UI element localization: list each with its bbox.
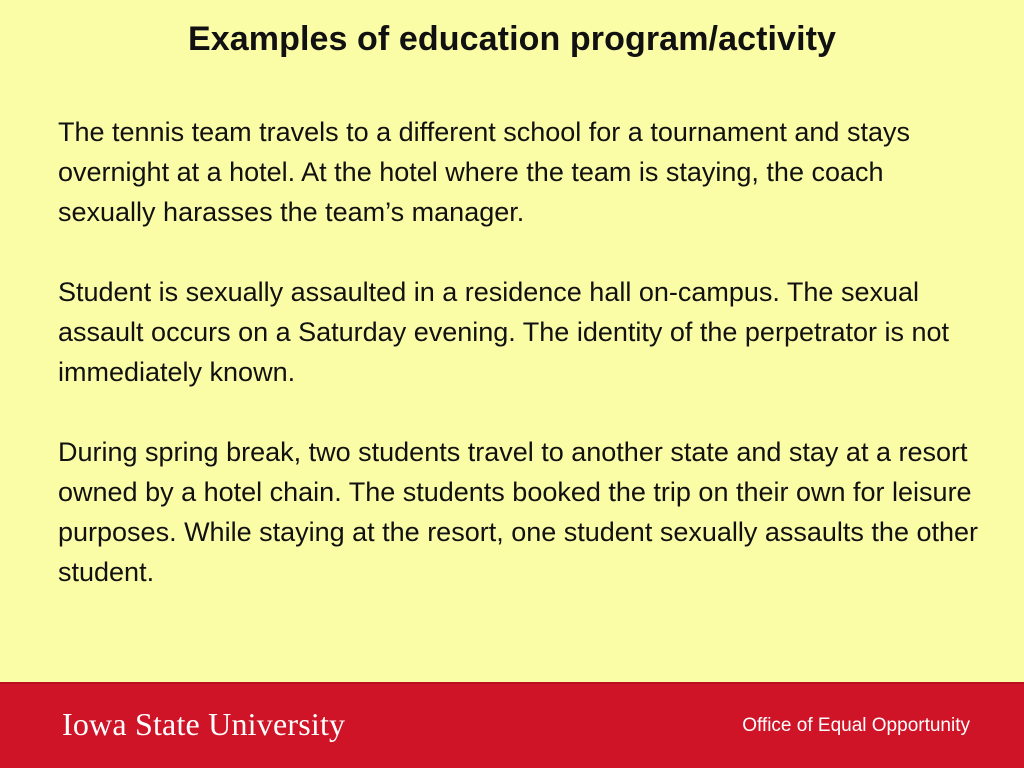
footer-top-line	[0, 682, 1024, 684]
example-paragraph-2: Student is sexually assaulted in a residence hall on-campus. The sexual assault occurs on a Saturday evening. The identity of the perpetrator is not immediately known.	[58, 277, 950, 387]
office-name: Office of Equal Opportunity	[742, 715, 970, 736]
example-paragraph-1: The tennis team travels to a different school for a tournament and stays overnight at a hotel. At the hotel where the team is staying, the coach sexually harasses the team’s manager.	[58, 117, 910, 227]
iowa-state-university-logo: Iowa State University	[62, 706, 346, 742]
example-paragraph-3: During spring break, two students travel to another state and stay at a resort owned by a hotel chain. The students booked the trip on their own for leisure purposes. While staying at the resort, one student sexually assaults the other student.	[58, 437, 979, 587]
slide-body	[58, 112, 988, 592]
footer-band	[0, 682, 1024, 768]
slide-title: Examples of education program/activity	[187, 20, 837, 58]
